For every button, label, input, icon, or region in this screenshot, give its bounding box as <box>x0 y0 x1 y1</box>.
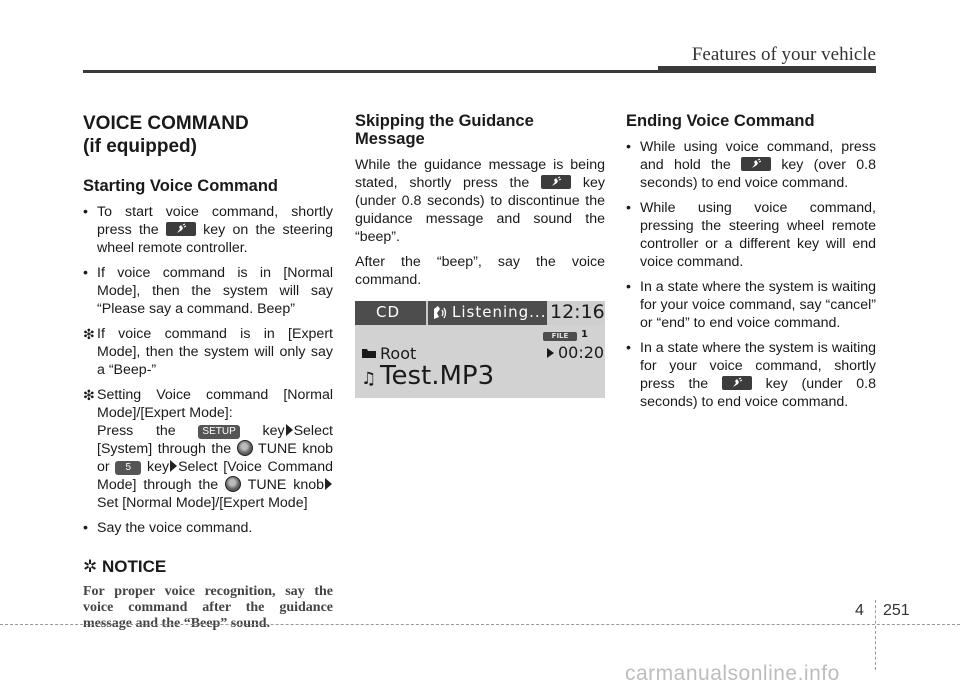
display-source: CD <box>376 303 401 321</box>
key-5-icon: 5 <box>115 461 141 475</box>
display-clock: 12:16 <box>550 301 605 323</box>
watermark: carmanualsonline.info <box>625 662 840 685</box>
voice-listening-icon <box>432 305 450 321</box>
audio-display <box>355 301 605 398</box>
bullet-say-cancel: • In a state where the system is waiting for your voice command, say “cancel” or “end” to end voice command. <box>626 279 876 331</box>
column-skipping <box>355 112 605 398</box>
folder-icon <box>361 347 377 359</box>
header-rule <box>83 70 876 73</box>
subtitle-skipping: Skipping the Guidance Message <box>355 112 534 148</box>
voice-talk-icon <box>166 222 196 236</box>
elapsed-time: 00:20 <box>558 343 605 362</box>
asterisk-icon: ❇ <box>83 326 95 342</box>
tune-knob-icon <box>237 440 253 456</box>
display-separator <box>426 301 428 325</box>
footer-rule <box>0 624 960 625</box>
paragraph-after-beep: After the “beep”, say the voice command. <box>355 254 605 288</box>
bullet-remote-key: • While using voice command, pressing the steering wheel remote controller or a different key will end voice command. <box>626 200 876 270</box>
arrow-right-icon <box>325 478 332 490</box>
music-note-icon: ♫ <box>361 369 377 389</box>
footer-divider <box>875 600 876 670</box>
section-header: Features of your vehicle <box>691 44 876 65</box>
chapter-number: 4 <box>855 602 864 619</box>
note-setting-mode: ❇ Setting Voice command [Normal Mode]/[Expert Mode]: Press the SETUP key Select [System] through the TUNE knob or 5 key Select [Voice Command Mode] through the TUNE knobSet [Normal Mode]/[Expert Mode] <box>83 387 333 511</box>
bullet-mark: • <box>626 139 631 155</box>
column-ending <box>626 112 876 411</box>
folder-name: Root <box>380 344 417 363</box>
bullet-mark: • <box>83 204 88 220</box>
page-number: 251 <box>883 602 910 619</box>
bullet-short-press: • In a state where the system is waiting for your voice command, shortly press the key (under 0.8 seconds) to end voice command. <box>626 340 876 410</box>
note-expert-mode: ❇ If voice command is in [Expert Mode], then the system will only say a “Beep-” <box>83 326 333 378</box>
section-title: VOICE COMMAND <box>83 113 249 134</box>
voice-talk-icon <box>722 376 752 390</box>
track-name: Test.MP3 <box>380 361 495 391</box>
subtitle-starting: Starting Voice Command <box>83 177 278 195</box>
file-number: 1 <box>581 329 588 340</box>
bullet-mark: • <box>626 340 631 356</box>
notice-title: ✲ NOTICE <box>83 557 167 576</box>
bullet-mark: • <box>83 265 88 281</box>
asterisk-icon: ❇ <box>83 387 95 403</box>
section-title-qualifier: (if equipped) <box>83 136 197 157</box>
paragraph-skip: While the guidance message is being stated, shortly press the key (under 0.8 seconds) to discontinue the guidance message and sound the “beep”. <box>355 157 605 245</box>
column-voice-command <box>83 112 333 632</box>
bullet-mark: • <box>83 520 88 536</box>
bullet-say-command: • Say the voice command. <box>83 520 253 536</box>
bullet-mark: • <box>626 200 631 216</box>
voice-talk-icon <box>541 175 571 189</box>
voice-talk-icon <box>741 157 771 171</box>
tune-knob-icon <box>225 476 241 492</box>
display-status: Listening... <box>452 303 547 321</box>
arrow-right-icon <box>286 424 293 436</box>
bullet-press-hold: • While using voice command, press and hold the key (over 0.8 seconds) to end voice command. <box>626 139 876 191</box>
arrow-right-icon <box>170 460 177 472</box>
setup-key-icon: SETUP <box>198 425 239 439</box>
play-icon <box>547 348 554 358</box>
bullet-normal-mode: • If voice command is in [Normal Mode], then the system will say “Please say a command. Beep” <box>83 265 333 317</box>
notice-text: For proper voice recognition, say the voice command after the guidance message and the “Beep” sound. <box>83 584 333 631</box>
bullet-start-press: • To start voice command, shortly press the key on the steering wheel remote controller. <box>83 204 333 256</box>
subtitle-ending: Ending Voice Command <box>626 112 815 130</box>
file-badge: FILE <box>543 332 577 341</box>
bullet-mark: • <box>626 279 631 295</box>
